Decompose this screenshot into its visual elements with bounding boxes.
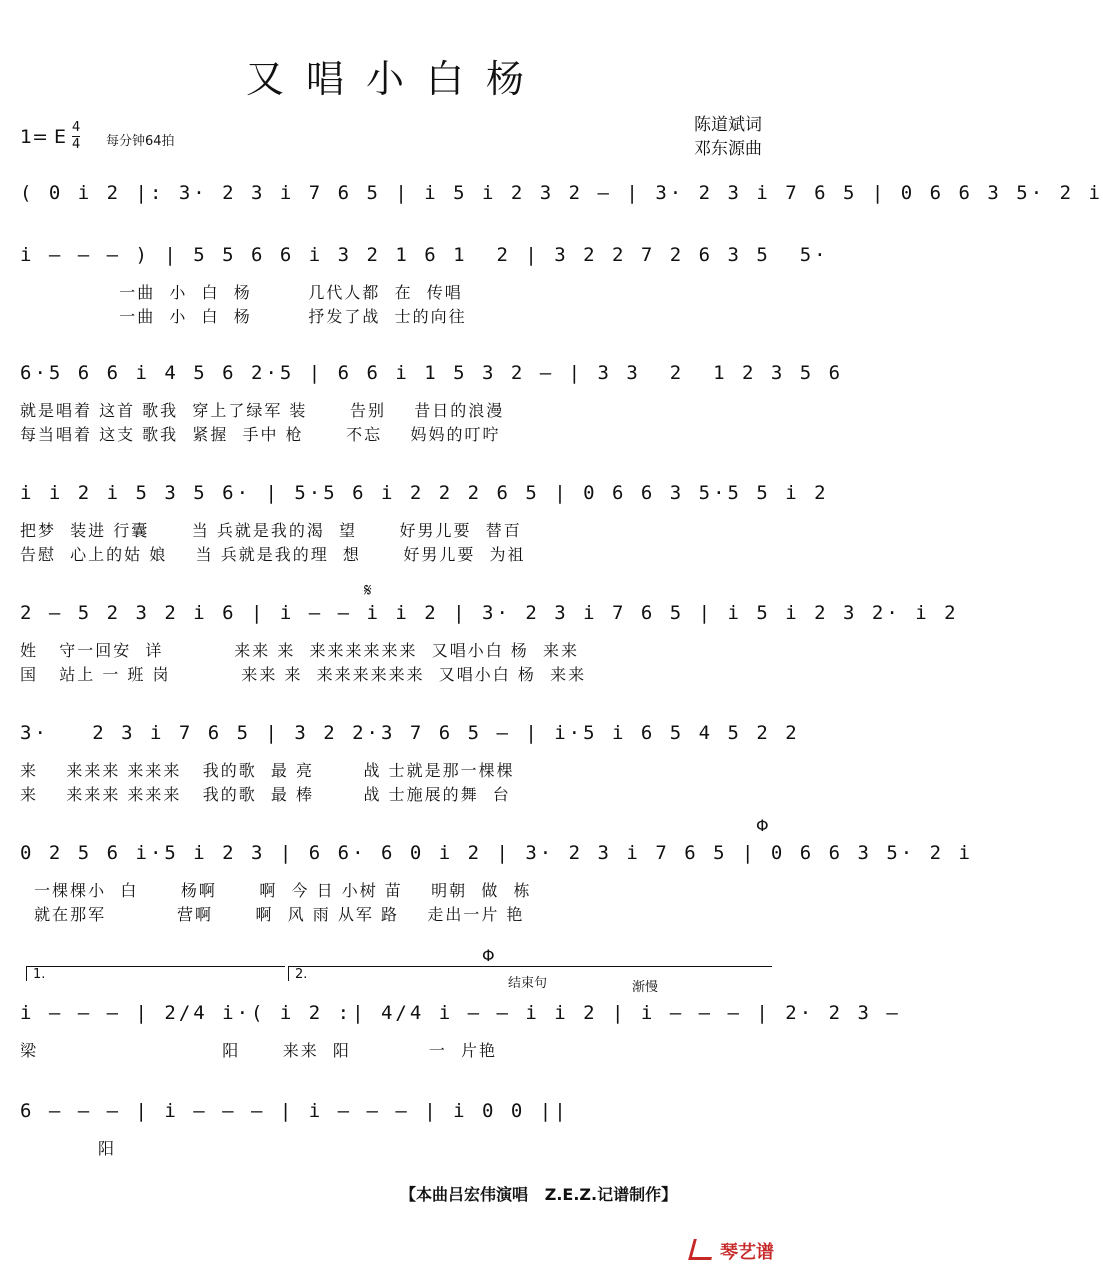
lyricist: 陈道斌词 — [694, 115, 762, 135]
lyrics-verse-1: 就是唱着 这首 歌我 穿上了绿军 装 告别 昔日的浪漫 — [20, 401, 505, 420]
lyrics-verse-1: 一棵棵小 白 杨啊 啊 今 日 小树 苗 明朝 做 栋 — [20, 881, 532, 900]
notes-line: i — — — ) | 5 5 6 6 i 3 2 1 6 1 2 | 3 2 2 7 2 6 3 5 5· — [20, 244, 829, 266]
lyrics-verse-2: 每当唱着 这支 歌我 紧握 手中 枪 不忘 妈妈的叮咛 — [20, 425, 501, 444]
site-logo — [691, 1238, 774, 1264]
volta-2-label: 2. — [295, 967, 308, 982]
lyrics-verse-2: 国 站上 一 班 岗 来来 来 来来来来来来 又唱小白 杨 来来 — [20, 665, 587, 684]
notes-line: i i 2 i 5 3 5 6· | 5·5 6 i 2 2 2 6 5 | 0 6 6 3 5·5 5 i 2 — [20, 482, 829, 504]
lyrics-verse-1: 一曲 小 白 杨 几代人都 在 传唱 — [20, 283, 463, 302]
notes-line: 6·5 6 6 i 4 5 6 2·5 | 6 6 i 1 5 3 2 — | 3 3 2 1 2 3 5 6 — [20, 362, 844, 384]
lyrics-verse-2: 就在那军 营啊 啊 风 雨 从军 路 走出一片 艳 — [20, 905, 525, 924]
footer-credit: 【本曲吕宏伟演唱 Z.E.Z.记谱制作】 — [400, 1185, 678, 1204]
lyrics-verse-2: 一曲 小 白 杨 抒发了战 士的向往 — [20, 307, 467, 326]
segno-sign: 𝄋 — [364, 580, 372, 601]
notes-line: 2 — 5 2 3 2 i 6 | i — — i i 2 | 3· 2 3 i 7 6 5 | i 5 i 2 3 2· i 2 — [20, 602, 959, 624]
lyrics-verse-1: 阳 — [20, 1139, 116, 1158]
time-signature-bottom: 4 — [72, 137, 81, 152]
lyrics-verse-1: 姓 守一回安 详 来来 来 来来来来来来 又唱小白 杨 来来 — [20, 641, 579, 660]
volta-bracket-1 — [26, 966, 285, 981]
lyrics-verse-1: 把梦 装进 行囊 当 兵就是我的渴 望 好男儿要 替百 — [20, 521, 522, 540]
volta-bracket-2 — [288, 966, 503, 981]
tempo-marking: 每分钟64拍 — [106, 134, 175, 149]
time-signature-top: 4 — [72, 120, 81, 135]
composer: 邓东源曲 — [694, 139, 762, 159]
volta-1-label: 1. — [33, 967, 46, 982]
time-signature — [72, 120, 80, 153]
logo-text: 琴艺谱 — [720, 1242, 774, 1263]
ending-phrase-label: 结束句 — [508, 976, 548, 991]
ritardando-label: 渐慢 — [632, 980, 659, 995]
notes-line: ( 0 i 2 |: 3· 2 3 i 7 6 5 | i 5 i 2 3 2 — | 3· 2 3 i 7 6 5 | 0 6 6 3 5· 2 i — [20, 182, 1103, 204]
lyrics-verse-2: 告慰 心上的姑 娘 当 兵就是我的理 想 好男儿要 为祖 — [20, 545, 526, 564]
coda-sign-2: Φ — [482, 946, 495, 965]
key-signature: 1= E — [20, 126, 67, 148]
notes-line: 6 — — — | i — — — | i — — — | i 0 0 || — [20, 1100, 569, 1122]
ending-bracket — [502, 966, 772, 967]
logo-icon — [688, 1239, 717, 1260]
notes-line: i — — — | 2/4 i·( i 2 :| 4/4 i — — i i 2 | i — — — | 2· 2 3 — — [20, 1002, 901, 1024]
song-title: 又唱小白杨 — [245, 57, 546, 101]
lyrics-verse-1: 来 来来来 来来来 我的歌 最 亮 战 士就是那一棵棵 — [20, 761, 515, 780]
notes-line: 3· 2 3 i 7 6 5 | 3 2 2·3 7 6 5 — | i·5 i 6 5 4 5 2 2 — [20, 722, 800, 744]
lyrics-verse-2: 来 来来来 来来来 我的歌 最 棒 战 士施展的舞 台 — [20, 785, 511, 804]
coda-sign: Φ — [756, 816, 769, 835]
lyrics-verse-1: 梁 阳 来来 阳 一 片艳 — [20, 1041, 498, 1060]
notes-line: 0 2 5 6 i·5 i 2 3 | 6 6· 6 0 i 2 | 3· 2 3 i 7 6 5 | 0 6 6 3 5· 2 i — [20, 842, 973, 864]
